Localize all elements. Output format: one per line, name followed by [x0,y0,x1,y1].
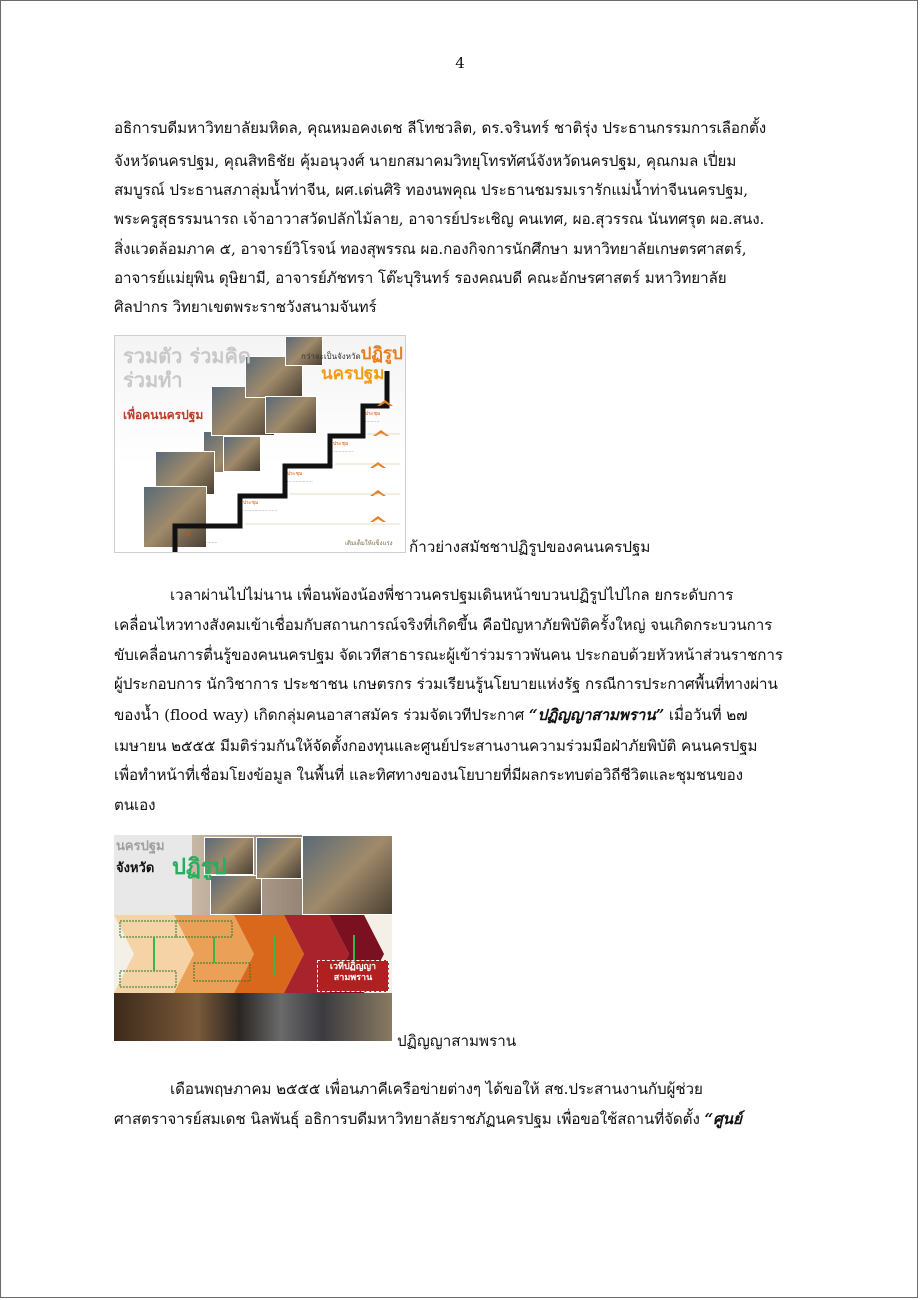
figure-footer: เติมเต็มให้แข็งแรง [345,540,393,547]
paragraph-line: ขับเคลื่อนการตื่นรู้ของคนนครปฐม จัดเวทีสาธารณะผู้เข้าร่วมราวพันคน ประกอบด้วยหัวหน้าส่วนราชการ [114,646,783,664]
brand-province: นครปฐม [321,364,385,384]
image-header-text: จังหวัด [116,861,155,876]
photo-thumbnail [302,835,392,915]
paragraph-line: สมบูรณ์ ประธานสภาลุ่มน้ำท่าจีน, ผศ.เด่นศิริ ทองนพคุณ ประธานชมรมเรารักแม่น้ำท่าจีนนครปฐม, [114,181,749,199]
step-label: เวที [183,532,191,538]
paragraph-line: ตนเอง [114,796,156,814]
svg-text:..........: .......... [365,419,380,424]
svg-text:..................: .................. [287,479,313,484]
paragraph-line: เคลื่อนไหวทางสังคมเข้าเชื่อมกับสถานการณ์จริงที่เกิดขึ้น คือปัญหาภัยพิบัติครั้งใหญ่ จนเกิดกระบวนการ [114,616,773,634]
step-label: ประชุม [333,441,349,447]
figure-subtitle: เพื่อคนนครปฐม [123,408,204,422]
photo-thumbnail [256,837,302,879]
paragraph-line: เดือนพฤษภาคม ๒๕๕๕ เพื่อนภาคีเครือข่ายต่างๆ ได้ขอให้ สช.ประสานงานกับผู้ช่วย [170,1080,703,1098]
svg-text:..............: .............. [333,449,354,454]
paragraph-line: อธิการบดีมหาวิทยาลัยมหิดล, คุณหมอคงเดช ลีโทชวลิต, ดร.จรินทร์ ชาติรุ่ง ประธานกรรมการเลือกตั้ง [114,119,767,137]
paragraph-line: ศิลปากร วิทยาเขตพระราชวังสนามจันทร์ [114,298,377,316]
reform-steps-image [114,335,406,553]
center-name: “ศูนย์ [704,1110,742,1128]
brand-prefix: กว่าจะเป็นจังหวัดปฏิรูป [301,344,403,364]
figure-caption: ปฏิญญาสามพราน [397,1032,517,1050]
figure-caption: ก้าวย่างสมัชชาปฏิรูปของคนนครปฐม [409,538,651,556]
paragraph-line: อาจารย์แม่ยุพิน ดุษิยามี, อาจารย์ภัชทรา โต๊ะบุรินทร์ รองคณบดี คณะอักษรศาสตร์ มหาวิทยาลัย [114,269,727,287]
paragraph-line: เวลาผ่านไปไม่นาน เพื่อนพ้องน้องพี่ชาวนครปฐมเดินหน้าขบวนปฏิรูปไปไกล ยกระดับการ [170,586,734,604]
step-label: ประชุม [365,411,381,417]
paragraph-line: สิ่งแวดล้อมภาค ๕, อาจารย์วิโรจน์ ทองสุพรรณ ผอ.กองกิจการนักศึกษา มหาวิทยาลัยเกษตรศาสตร์, [114,240,747,258]
paragraph-line: พระครูสุธรรมนารถ เจ้าอาวาสวัดปลักไม้ลาย, อาจารย์ประเชิญ คนเทศ, ผอ.สุวรรณ นันทศรุต ผอ.สนง. [114,210,765,228]
paragraph-line: ของน้ำ (flood way) เกิดกลุ่มคนอาสาสมัคร ร่วมจัดเวทีประกาศ “ปฏิญญาสามพราน” เมื่อวันที่ ๒๗ [114,706,748,724]
svg-text:........................: ........................ [183,540,218,545]
declaration-badge: เวทีปฏิญญา สามพราน [317,960,389,992]
paragraph-line: เพื่อทำหน้าที่เชื่อมโยงข้อมูล ในพื้นที่ และทิศทางของนโยบายที่มีผลกระทบต่อวิถีชีวิตและชุมชนของ [114,766,743,784]
image-brand: ปฏิรูป [172,855,227,880]
paragraph-line: เมษายน ๒๕๕๕ มีมติร่วมกันให้จัดตั้งกองทุนและศูนย์ประสานงานความร่วมมือฝ่าภัยพิบัติ คนนครปฐม [114,737,758,755]
paragraph-line: ผู้ประกอบการ นักวิชาการ ประชาชน เกษตรกร ร่วมเรียนรู้นโยบายแห่งรัฐ กรณีการประกาศพื้นที่ทางผ่าน [114,675,778,693]
paragraph-line: ศาสตราจารย์สมเดช นิลพันธุ์ อธิการบดีมหาวิทยาลัยราชภัฏนครปฐม เพื่อขอใช้สถานที่จัดตั้ง “ศูนย์ [114,1110,742,1128]
svg-text:........................: ........................ [243,508,278,513]
declaration-name: “ปฏิญญาสามพราน” [528,706,665,724]
declaration-image [114,835,392,1041]
paragraph-line: จังหวัดนครปฐม, คุณสิทธิชัย คุ้มอนุวงศ์ นายกสมาคมวิทยุโทรทัศน์จังหวัดนครปฐม, คุณกมล เปี่ยม [114,152,737,170]
image-header-text: นครปฐม [116,839,165,854]
image-footer-photos [114,993,392,1041]
page-number: 4 [455,54,465,72]
step-label: ประชุม [287,471,303,477]
figure-title: รวมตัว ร่วมคิด ร่วมทำ [123,344,251,392]
step-label: ประชุม [243,500,259,506]
